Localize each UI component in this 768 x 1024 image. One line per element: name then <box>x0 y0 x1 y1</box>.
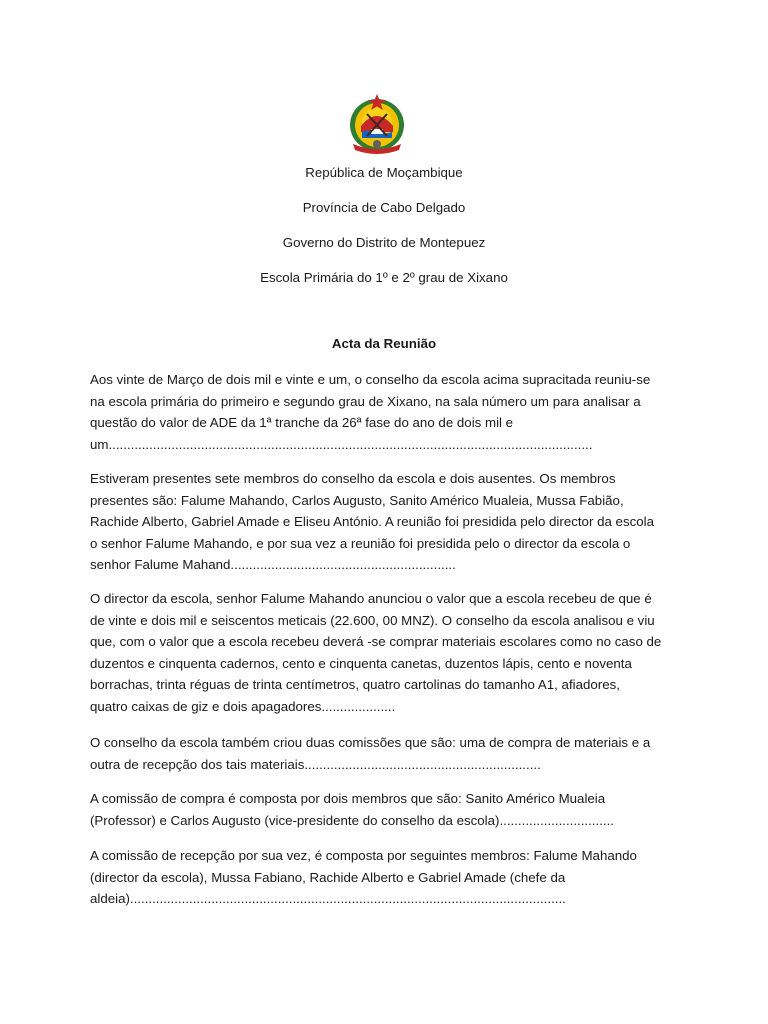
school-name: Escola Primária do 1º e 2º grau de Xixano <box>260 270 508 285</box>
paragraph-commissions <box>90 732 690 775</box>
paragraph-line: na escola primária do primeiro e segundo grau de Xixano, na sala número um para analisar a <box>90 393 641 409</box>
paragraph-line: duzentos e cinquenta cadernos, cento e cinquenta canetas, duzentos lápis, cento e noventa <box>90 655 632 671</box>
coat-of-arms-emblem <box>347 92 407 154</box>
paragraph-line: presentes são: Falume Mahando, Carlos Augusto, Sanito Américo Mualeia, Mussa Fabião, <box>90 492 624 508</box>
paragraph-purchase-commission <box>90 788 690 831</box>
province-name: Província de Cabo Delgado <box>302 200 466 215</box>
paragraph-line: O director da escola, senhor Falume Mahando anunciou o valor que a escola recebeu de que é <box>90 591 652 606</box>
paragraph-line: que, com o valor que a escola recebeu deverá -se comprar materiais escolares como no caso de <box>90 634 662 649</box>
paragraph-line: (Professor) e Carlos Augusto (vice-presidente do conselho da escola)............................... <box>90 812 614 828</box>
paragraph-line: um................................................................................................................................... <box>90 436 593 452</box>
republic-name: República de Moçambique <box>305 165 463 180</box>
paragraph-line: O conselho da escola também criou duas comissões que são: uma de compra de materiais e a <box>90 735 651 750</box>
paragraph-line: Aos vinte de Março de dois mil e vinte e um, o conselho da escola acima supracitada reuniu-se <box>90 372 651 387</box>
paragraph-line: de vinte e dois mil e seiscentos meticais (22.600, 00 MNZ). O conselho da escola analisou e viu <box>90 612 655 628</box>
paragraph-line: quatro caixas de giz e dois apagadores.................... <box>90 698 396 714</box>
paragraph-line: Estiveram presentes sete membros do conselho da escola e dois ausentes. Os membros <box>90 471 616 486</box>
paragraph-line: borrachas, trinta réguas de trinta centímetros, quatro cartolinas do tamanho A1, afiadores, <box>90 677 620 692</box>
paragraph-line: aldeia)...................................................................................................................... <box>90 891 566 906</box>
paragraph-line: questão do valor de ADE da 1ª tranche da 26ª fase do ano de dois mil e <box>90 415 514 430</box>
paragraph-opening <box>90 369 690 455</box>
paragraph-line: A comissão de compra é composta por dois membros que são: Sanito Américo Mualeia <box>90 791 606 806</box>
paragraph-line: outra de recepção dos tais materiais................................................................ <box>90 756 541 772</box>
paragraph-attendance <box>90 468 690 576</box>
government-name: Governo do Distrito de Montepuez <box>282 235 486 250</box>
paragraph-line: senhor Falume Mahand............................................................. <box>90 557 456 572</box>
paragraph-line: A comissão de recepção por sua vez, é composta por seguintes membros: Falume Mahando <box>90 848 637 863</box>
paragraph-funds <box>90 588 690 717</box>
paragraph-line: Rachide Alberto, Gabriel Amade e Eliseu António. A reunião foi presidida pelo director da escola <box>90 514 654 529</box>
paragraph-reception-commission <box>90 845 690 910</box>
paragraph-line: o senhor Falume Mahando, e por sua vez a reunião foi presidida pelo o director da escola o <box>90 535 631 551</box>
document-title: Acta da Reunião <box>331 336 437 351</box>
paragraph-line: (director da escola), Mussa Fabiano, Rachide Alberto e Gabriel Amade (chefe da <box>90 869 566 885</box>
